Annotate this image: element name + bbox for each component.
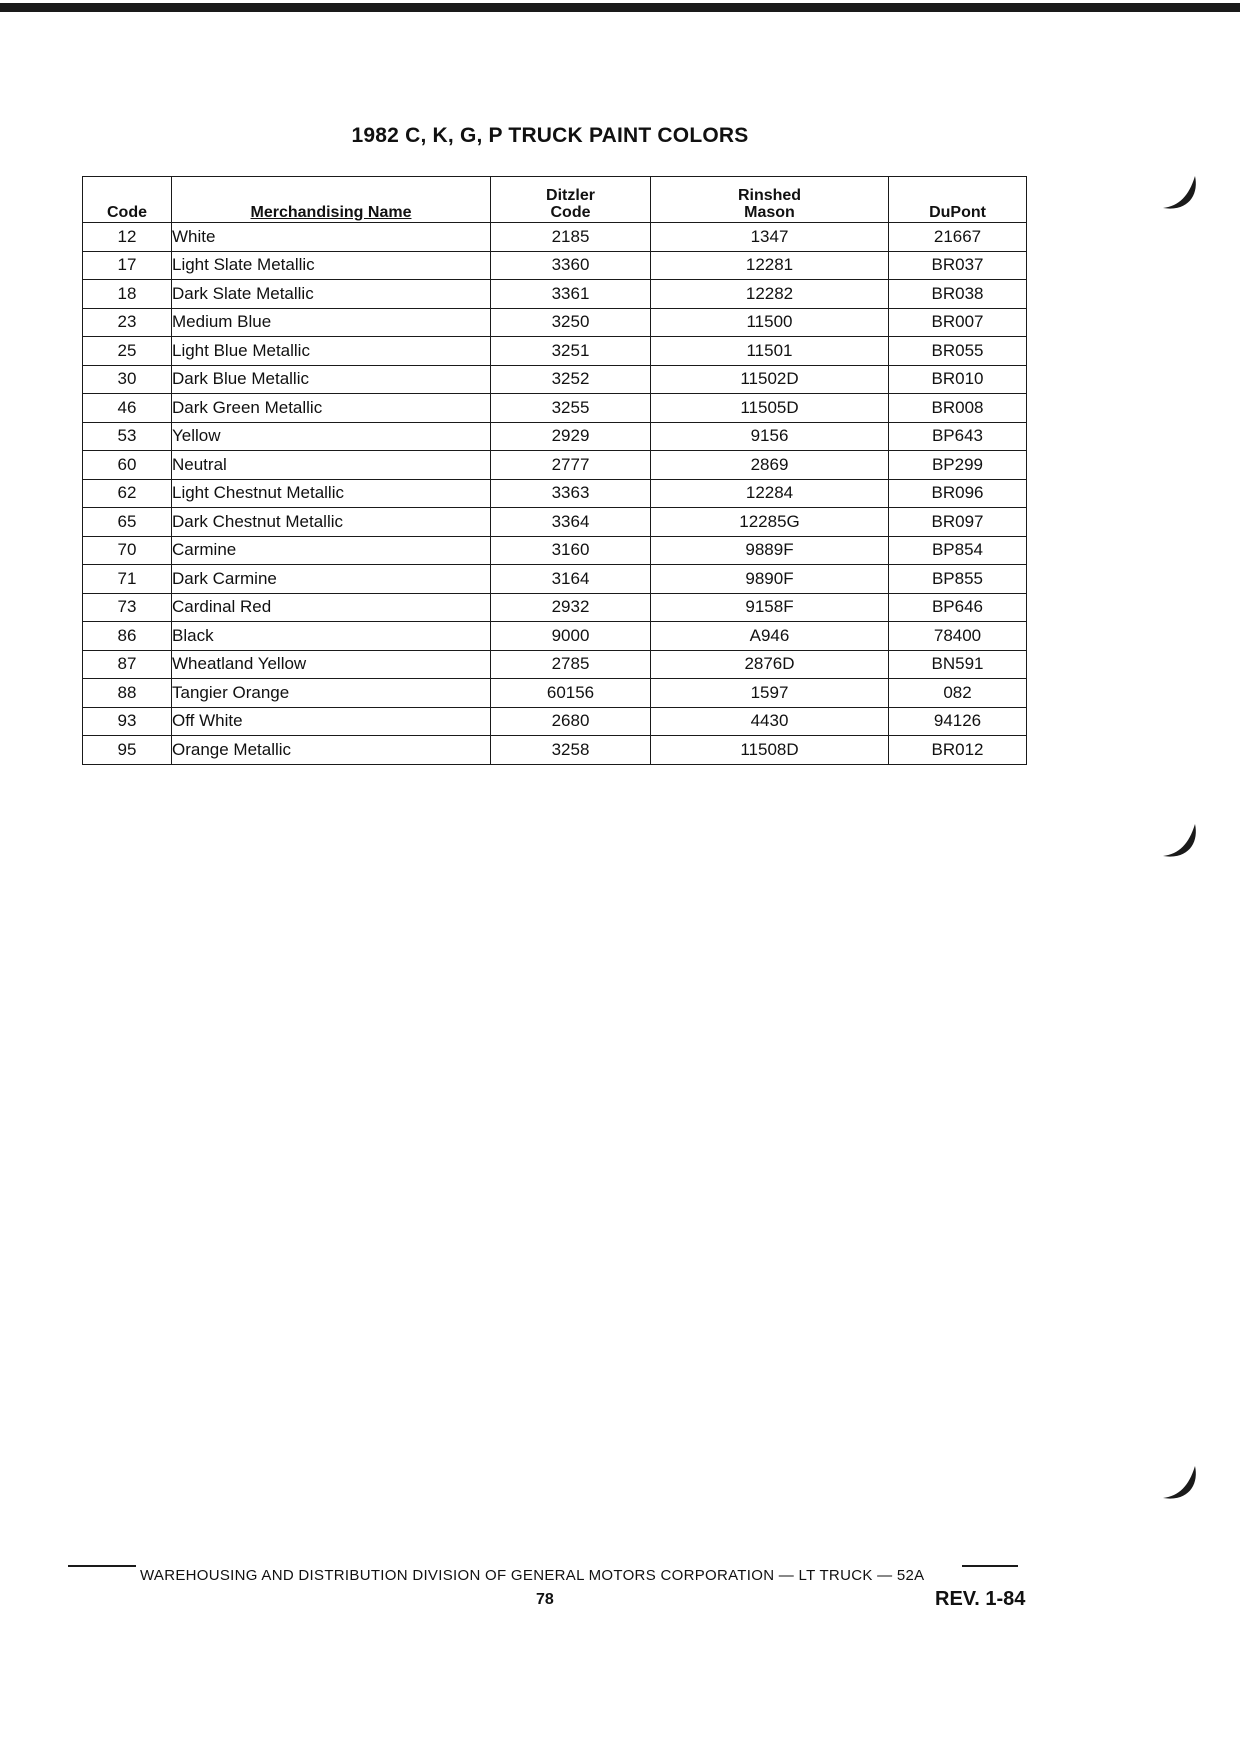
table-row bbox=[83, 365, 1027, 394]
cell-dupont: BR038 bbox=[889, 280, 1027, 309]
cell-code: 46 bbox=[83, 394, 172, 423]
cell-merchandising-name: Orange Metallic bbox=[172, 736, 491, 765]
cell-merchandising-name: Dark Blue Metallic bbox=[172, 365, 491, 394]
cell-ditzler-code: 3360 bbox=[491, 251, 651, 280]
cell-dupont: BR097 bbox=[889, 508, 1027, 537]
cell-dupont: BP646 bbox=[889, 593, 1027, 622]
cell-ditzler-code: 3364 bbox=[491, 508, 651, 537]
cell-dupont: BP855 bbox=[889, 565, 1027, 594]
table-row bbox=[83, 223, 1027, 252]
header-merchandising-name-label: Merchandising Name bbox=[250, 204, 412, 221]
cell-merchandising-name: Dark Slate Metallic bbox=[172, 280, 491, 309]
cell-code: 25 bbox=[83, 337, 172, 366]
cell-code: 53 bbox=[83, 422, 172, 451]
binder-hole-icon bbox=[1155, 820, 1201, 866]
table-row bbox=[83, 251, 1027, 280]
cell-rinshed-mason: 1597 bbox=[651, 679, 889, 708]
cell-rinshed-mason: 12281 bbox=[651, 251, 889, 280]
cell-rinshed-mason: 11508D bbox=[651, 736, 889, 765]
table-body bbox=[83, 223, 1027, 765]
cell-rinshed-mason: 9156 bbox=[651, 422, 889, 451]
footer-rule-right bbox=[962, 1565, 1018, 1567]
page-title: 1982 C, K, G, P TRUCK PAINT COLORS bbox=[351, 124, 749, 147]
header-dupont: DuPont bbox=[889, 177, 1027, 223]
cell-ditzler-code: 2777 bbox=[491, 451, 651, 480]
table-row bbox=[83, 707, 1027, 736]
table-row bbox=[83, 337, 1027, 366]
cell-dupont: BN591 bbox=[889, 650, 1027, 679]
table-header-row bbox=[83, 177, 1027, 223]
header-ditzler-line2: Code bbox=[550, 204, 591, 221]
cell-rinshed-mason: 12285G bbox=[651, 508, 889, 537]
page-number: 78 bbox=[536, 1591, 554, 1608]
cell-ditzler-code: 3252 bbox=[491, 365, 651, 394]
cell-merchandising-name: Light Blue Metallic bbox=[172, 337, 491, 366]
table-row bbox=[83, 536, 1027, 565]
cell-rinshed-mason: A946 bbox=[651, 622, 889, 651]
cell-ditzler-code: 3160 bbox=[491, 536, 651, 565]
header-code: Code bbox=[83, 177, 172, 223]
table-row bbox=[83, 679, 1027, 708]
cell-merchandising-name: Cardinal Red bbox=[172, 593, 491, 622]
cell-code: 12 bbox=[83, 223, 172, 252]
table-row bbox=[83, 451, 1027, 480]
cell-code: 62 bbox=[83, 479, 172, 508]
revision-label: REV. 1-84 bbox=[935, 1588, 1026, 1610]
cell-code: 93 bbox=[83, 707, 172, 736]
cell-ditzler-code: 2680 bbox=[491, 707, 651, 736]
cell-dupont: BR008 bbox=[889, 394, 1027, 423]
cell-code: 60 bbox=[83, 451, 172, 480]
cell-dupont: BR037 bbox=[889, 251, 1027, 280]
cell-code: 65 bbox=[83, 508, 172, 537]
cell-code: 95 bbox=[83, 736, 172, 765]
cell-dupont: BP643 bbox=[889, 422, 1027, 451]
cell-code: 86 bbox=[83, 622, 172, 651]
cell-rinshed-mason: 12282 bbox=[651, 280, 889, 309]
cell-dupont: BP854 bbox=[889, 536, 1027, 565]
header-mason-line1: Rinshed bbox=[737, 187, 802, 204]
cell-rinshed-mason: 4430 bbox=[651, 707, 889, 736]
cell-rinshed-mason: 9889F bbox=[651, 536, 889, 565]
table-row bbox=[83, 479, 1027, 508]
cell-rinshed-mason: 11502D bbox=[651, 365, 889, 394]
cell-ditzler-code: 3258 bbox=[491, 736, 651, 765]
cell-code: 88 bbox=[83, 679, 172, 708]
header-rinshed-mason bbox=[651, 177, 889, 223]
binder-hole-icon bbox=[1155, 1462, 1201, 1508]
cell-ditzler-code: 60156 bbox=[491, 679, 651, 708]
cell-rinshed-mason: 9158F bbox=[651, 593, 889, 622]
cell-dupont: BP299 bbox=[889, 451, 1027, 480]
cell-code: 18 bbox=[83, 280, 172, 309]
cell-merchandising-name: Light Chestnut Metallic bbox=[172, 479, 491, 508]
header-merchandising-name bbox=[172, 177, 491, 223]
cell-merchandising-name: Tangier Orange bbox=[172, 679, 491, 708]
cell-code: 17 bbox=[83, 251, 172, 280]
binder-hole-icon bbox=[1155, 172, 1201, 218]
cell-merchandising-name: Off White bbox=[172, 707, 491, 736]
cell-dupont: 082 bbox=[889, 679, 1027, 708]
table-row bbox=[83, 394, 1027, 423]
cell-merchandising-name: Dark Chestnut Metallic bbox=[172, 508, 491, 537]
cell-rinshed-mason: 2869 bbox=[651, 451, 889, 480]
cell-ditzler-code: 3363 bbox=[491, 479, 651, 508]
cell-merchandising-name: Neutral bbox=[172, 451, 491, 480]
cell-rinshed-mason: 1347 bbox=[651, 223, 889, 252]
cell-merchandising-name: Yellow bbox=[172, 422, 491, 451]
footer-rule-left bbox=[68, 1565, 136, 1567]
cell-dupont: BR012 bbox=[889, 736, 1027, 765]
cell-rinshed-mason: 9890F bbox=[651, 565, 889, 594]
table-row bbox=[83, 508, 1027, 537]
cell-rinshed-mason: 11500 bbox=[651, 308, 889, 337]
cell-ditzler-code: 2929 bbox=[491, 422, 651, 451]
cell-ditzler-code: 3255 bbox=[491, 394, 651, 423]
table-row bbox=[83, 422, 1027, 451]
header-mason-line2: Mason bbox=[744, 204, 795, 221]
cell-dupont: 78400 bbox=[889, 622, 1027, 651]
cell-ditzler-code: 3164 bbox=[491, 565, 651, 594]
cell-ditzler-code: 2185 bbox=[491, 223, 651, 252]
header-ditzler-code bbox=[491, 177, 651, 223]
cell-ditzler-code: 2785 bbox=[491, 650, 651, 679]
cell-dupont: BR055 bbox=[889, 337, 1027, 366]
cell-rinshed-mason: 11505D bbox=[651, 394, 889, 423]
footer-text: WAREHOUSING AND DISTRIBUTION DIVISION OF GENERAL MOTORS CORPORATION — LT TRUCK — 52A bbox=[140, 1567, 925, 1584]
cell-code: 71 bbox=[83, 565, 172, 594]
table-row bbox=[83, 650, 1027, 679]
cell-rinshed-mason: 12284 bbox=[651, 479, 889, 508]
table-row bbox=[83, 622, 1027, 651]
cell-merchandising-name: Dark Green Metallic bbox=[172, 394, 491, 423]
cell-code: 70 bbox=[83, 536, 172, 565]
cell-code: 30 bbox=[83, 365, 172, 394]
cell-dupont: 94126 bbox=[889, 707, 1027, 736]
cell-dupont: 21667 bbox=[889, 223, 1027, 252]
cell-merchandising-name: Black bbox=[172, 622, 491, 651]
cell-ditzler-code: 9000 bbox=[491, 622, 651, 651]
cell-dupont: BR010 bbox=[889, 365, 1027, 394]
table-row bbox=[83, 280, 1027, 309]
header-ditzler-line1: Ditzler bbox=[546, 187, 595, 204]
cell-merchandising-name: Wheatland Yellow bbox=[172, 650, 491, 679]
cell-ditzler-code: 3251 bbox=[491, 337, 651, 366]
cell-dupont: BR007 bbox=[889, 308, 1027, 337]
cell-code: 87 bbox=[83, 650, 172, 679]
cell-merchandising-name: Light Slate Metallic bbox=[172, 251, 491, 280]
table-row bbox=[83, 308, 1027, 337]
cell-merchandising-name: White bbox=[172, 223, 491, 252]
top-border-rule bbox=[0, 3, 1240, 12]
cell-merchandising-name: Carmine bbox=[172, 536, 491, 565]
paint-colors-table bbox=[82, 176, 1027, 765]
table-row bbox=[83, 736, 1027, 765]
cell-code: 23 bbox=[83, 308, 172, 337]
table-row bbox=[83, 565, 1027, 594]
cell-ditzler-code: 3250 bbox=[491, 308, 651, 337]
cell-rinshed-mason: 2876D bbox=[651, 650, 889, 679]
cell-ditzler-code: 2932 bbox=[491, 593, 651, 622]
table-row bbox=[83, 593, 1027, 622]
cell-merchandising-name: Dark Carmine bbox=[172, 565, 491, 594]
cell-ditzler-code: 3361 bbox=[491, 280, 651, 309]
cell-merchandising-name: Medium Blue bbox=[172, 308, 491, 337]
cell-code: 73 bbox=[83, 593, 172, 622]
cell-dupont: BR096 bbox=[889, 479, 1027, 508]
cell-rinshed-mason: 11501 bbox=[651, 337, 889, 366]
